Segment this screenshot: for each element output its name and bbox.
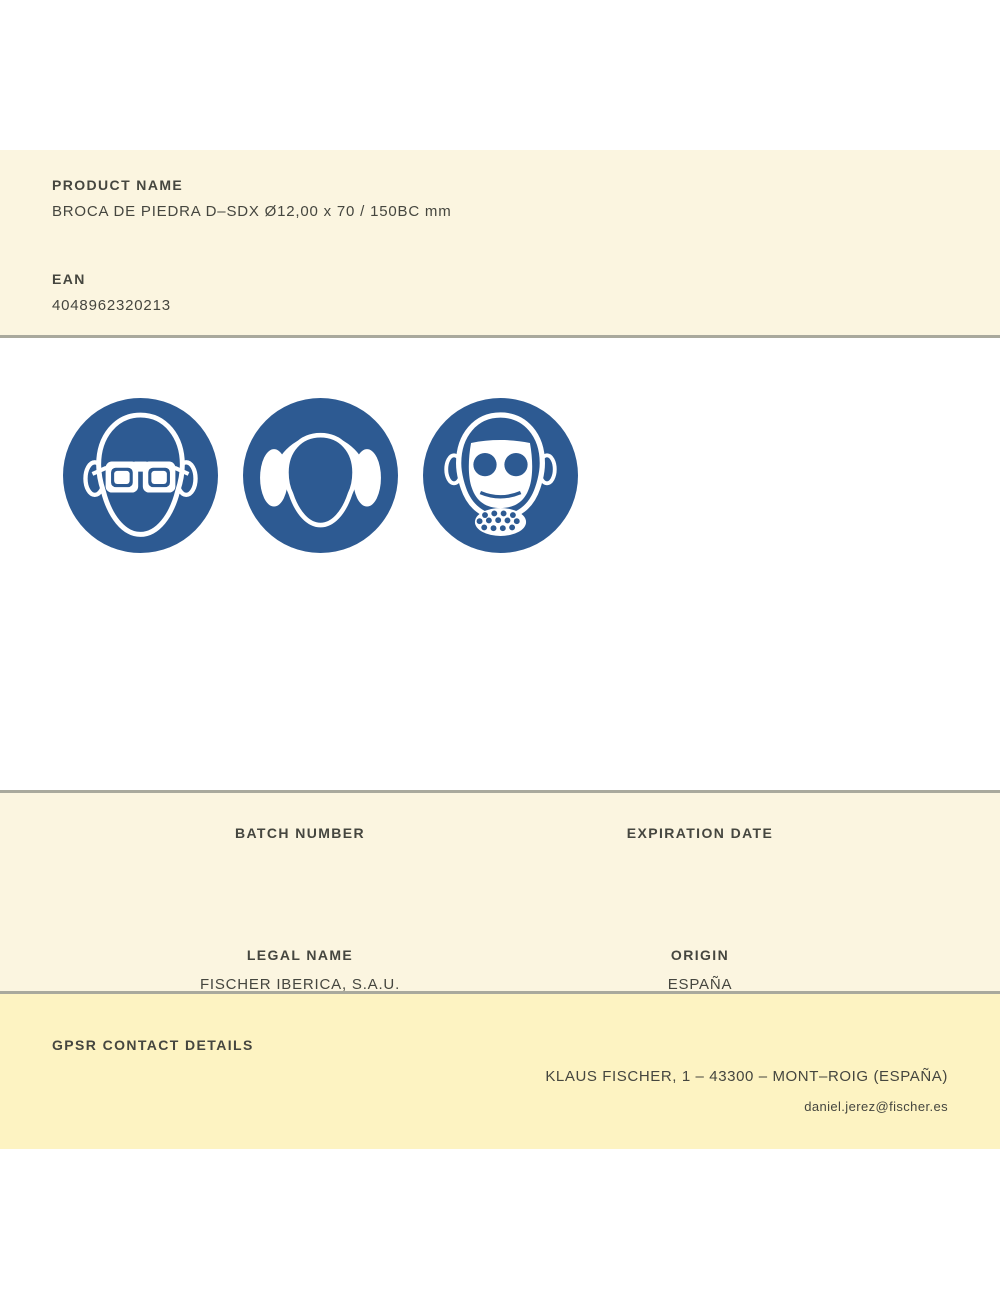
- expiration-date-value: [500, 854, 900, 872]
- legal-name-label: LEGAL NAME: [246, 947, 354, 963]
- gpsr-contact-email: daniel.jerez@fischer.es: [804, 1099, 948, 1114]
- gpsr-contact-section: [0, 994, 1000, 1149]
- product-name-value: BROCA DE PIEDRA D–SDX Ø12,00 x 70 / 150BC mm: [52, 203, 452, 220]
- wear-eye-protection-icon: [63, 398, 218, 553]
- wear-ear-protection-icon: [243, 398, 398, 553]
- expiration-date-cell: [500, 825, 900, 872]
- legal-name-cell: [100, 947, 500, 994]
- origin-label: ORIGIN: [670, 947, 730, 963]
- origin-cell: [500, 947, 900, 994]
- product-section: [0, 150, 1000, 338]
- expiration-date-label: EXPIRATION DATE: [626, 825, 774, 841]
- details-row-1: [100, 825, 900, 872]
- ean-value: 4048962320213: [52, 297, 171, 314]
- ean-block: [52, 271, 948, 315]
- safety-icons-row: [63, 398, 578, 553]
- origin-value: ESPAÑA: [667, 976, 733, 993]
- ean-label: EAN: [52, 271, 86, 287]
- batch-number-value: [100, 854, 500, 872]
- gpsr-contact-address: KLAUS FISCHER, 1 – 43300 – MONT–ROIG (ESPAÑA): [545, 1068, 948, 1085]
- gpsr-contact-label: GPSR CONTACT DETAILS: [52, 1037, 254, 1053]
- legal-name-value: FISCHER IBERICA, S.A.U.: [199, 976, 401, 993]
- details-row-2: [100, 947, 900, 994]
- wear-respiratory-protection-icon: [423, 398, 578, 553]
- batch-number-cell: [100, 825, 500, 872]
- product-name-label: PRODUCT NAME: [52, 177, 184, 193]
- details-section: [0, 790, 1000, 994]
- batch-number-label: BATCH NUMBER: [234, 825, 366, 841]
